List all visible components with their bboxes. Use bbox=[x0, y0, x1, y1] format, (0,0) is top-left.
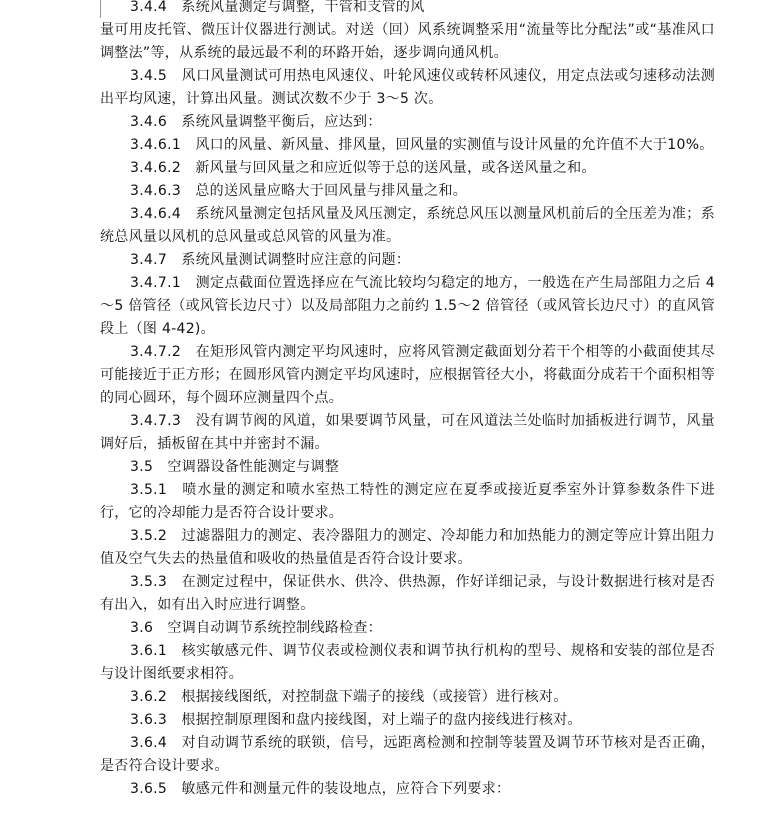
heading-3-6: 3.6 空调自动调节系统控制线路检查： bbox=[130, 620, 382, 636]
document-body bbox=[100, 0, 715, 801]
paragraph-3-4-7: 3.4.7 系统风量测试调整时应注意的问题： bbox=[130, 252, 411, 268]
paragraph-3-4-5: 3.4.5 风口风量测试可用热电风速仪、叶轮风速仪或转杯风速仪，用定点法或匀速移动法测出平均风速，计算出风量。测试次数不少于 3～5 次。 bbox=[100, 68, 715, 107]
paragraph-3-4-6-2: 3.4.6.2 新风量与回风量之和应近似等于总的送风量，或各送风量之和。 bbox=[130, 160, 596, 176]
paragraph-3-6-3: 3.6.3 根据控制原理图和盘内接线图，对上端子的盘内接线进行核对。 bbox=[130, 712, 582, 728]
paragraph-3-4-7-3: 3.4.7.3 没有调节阀的风道，如果要调节风量，可在风道法兰处临时加插板进行调节，风量调好后，插板留在其中并密封不漏。 bbox=[100, 413, 715, 452]
paragraph-3-6-4: 3.6.4 对自动调节系统的联锁，信号，远距离检测和控制等装置及调节环节核对是否正确，是否符合设计要求。 bbox=[100, 735, 715, 774]
paragraph-3-5-1: 3.5.1 喷水量的测定和喷水室热工特性的测定应在夏季或接近夏季室外计算参数条件下进行，它的冷却能力是否符合设计要求。 bbox=[100, 482, 715, 521]
paragraph-3-6-5: 3.6.5 敏感元件和测量元件的装设地点，应符合下列要求： bbox=[130, 781, 511, 797]
paragraph-3-4-7-2: 3.4.7.2 在矩形风管内测定平均风速时，应将风管测定截面划分若干个相等的小截面使其尽可能接近于正方形；在圆形风管内测定平均风速时，应根据管径大小，将截面分成若干个面积相等的同心圆环，每个圆环应测量四个点。 bbox=[100, 344, 715, 406]
paragraph-3-5-2: 3.5.2 过滤器阻力的测定、表冷器阻力的测定、冷却能力和加热能力的测定等应计算出阻力值及空气失去的热量值和吸收的热量值是否符合设计要求。 bbox=[100, 528, 715, 567]
paragraph-3-4-6-1: 3.4.6.1 风口的风量、新风量、排风量，回风量的实测值与设计风量的允许值不大于10%。 bbox=[130, 137, 714, 153]
paragraph-3-4-6: 3.4.6 系统风量调整平衡后，应达到： bbox=[130, 114, 382, 130]
paragraph-3-4-4: 3.4.4 系统风量测定与调整，干管和支管的风 bbox=[130, 0, 425, 15]
paragraph-3-6-1: 3.6.1 核实敏感元件、调节仪表或检测仪表和调节执行机构的型号、规格和安装的部位是否与设计图纸要求相符。 bbox=[100, 643, 715, 682]
heading-3-5: 3.5 空调器设备性能测定与调整 bbox=[130, 459, 340, 475]
paragraph-3-4-4-cont: 量可用皮托管、微压计仪器进行测试。对送（回）风系统调整采用“流量等比分配法”或“基准风口调整法”等，从系统的最远最不利的环路开始，逐步调向通风机。 bbox=[100, 22, 715, 61]
paragraph-3-4-6-4: 3.4.6.4 系统风量测定包括风量及风压测定，系统总风压以测量风机前后的全压差为准；系统总风量以风机的总风量或总风管的风量为准。 bbox=[100, 206, 715, 245]
paragraph-3-5-3: 3.5.3 在测定过程中，保证供水、供冷、供热源，作好详细记录，与设计数据进行核对是否有出入，如有出入时应进行调整。 bbox=[100, 574, 715, 613]
paragraph-3-4-6-3: 3.4.6.3 总的送风量应略大于回风量与排风量之和。 bbox=[130, 183, 468, 199]
paragraph-3-4-7-1: 3.4.7.1 测定点截面位置选择应在气流比较均匀稳定的地方，一般选在产生局部阻力之后 4～5 倍管径（或风管长边尺寸）以及局部阻力之前约 1.5～2 倍管径（或风管长边尺寸）的直风管段上（图 4-42)。 bbox=[100, 275, 715, 337]
paragraph-3-6-2: 3.6.2 根据接线图纸，对控制盘下端子的接线（或接管）进行核对。 bbox=[130, 689, 568, 705]
